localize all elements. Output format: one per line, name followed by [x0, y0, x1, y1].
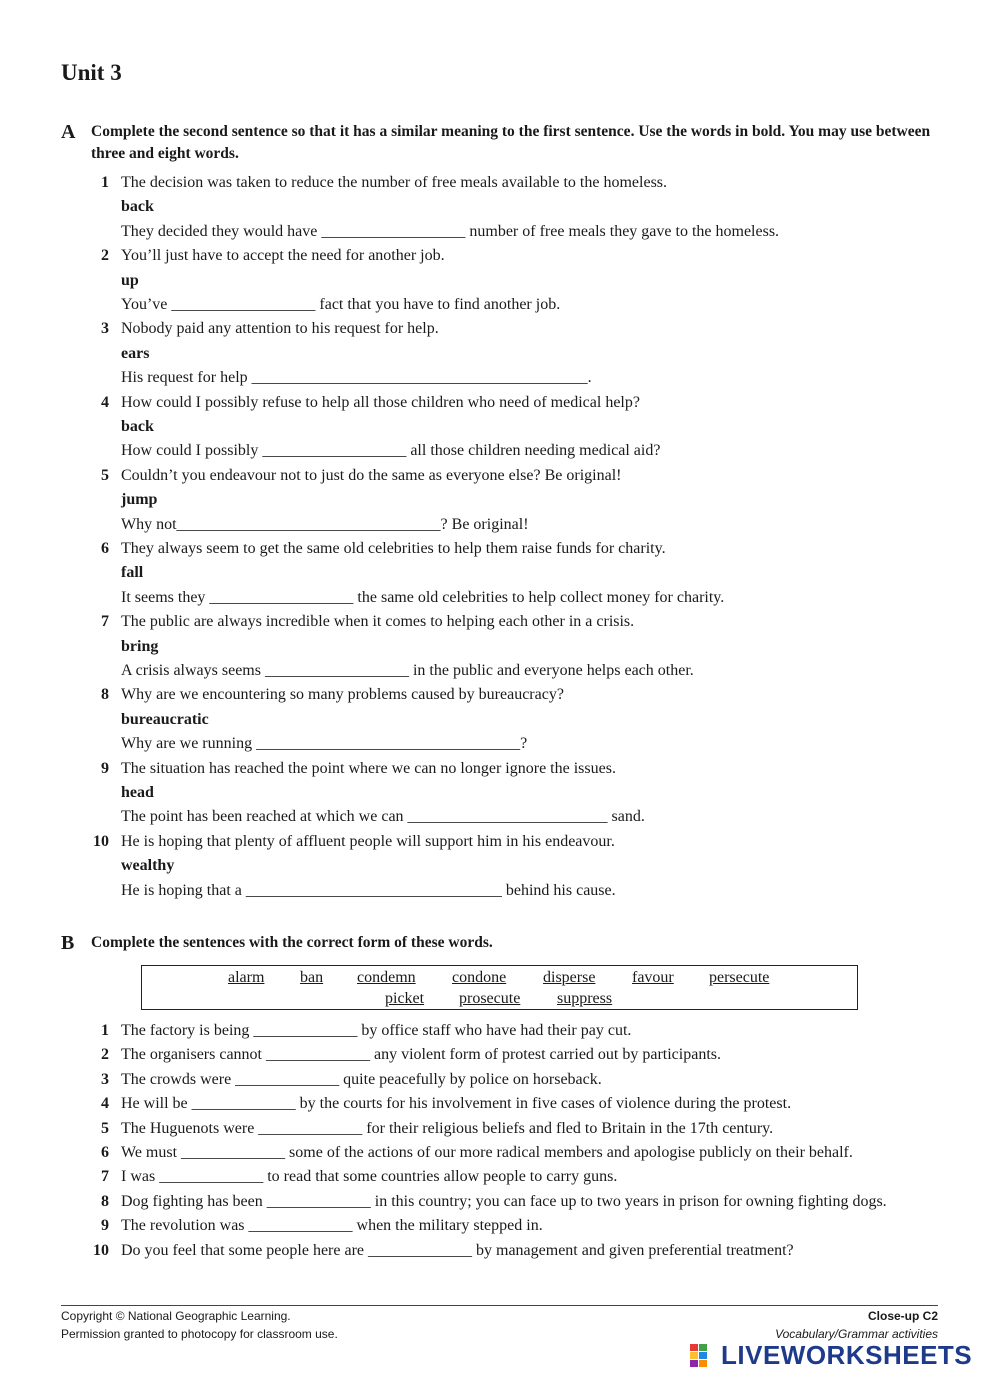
word-box-item: suppress	[557, 990, 613, 1007]
item-number: 6	[101, 1144, 109, 1161]
rewrite-sentence: Why are we running _________________________________?	[121, 735, 528, 753]
word-box-item: condemn	[357, 969, 416, 986]
item-number: 5	[101, 1119, 109, 1137]
gap-fill-sentence: The Huguenots were _____________ for their religious beliefs and fled to Britain in the 17th century.	[121, 1119, 774, 1137]
word-box-item: condone	[452, 969, 507, 986]
item-number: 7	[101, 1168, 109, 1186]
gap-fill-sentence: He will be _____________ by the courts for his involvement in five cases of violence during the protest.	[121, 1095, 792, 1113]
rewrite-sentence: The point has been reached at which we can _________________________ sand.	[121, 808, 645, 826]
original-sentence: The public are always incredible when it comes to helping each other in a crisis.	[121, 613, 635, 631]
word-box-item: disperse	[543, 969, 596, 986]
item-number: 8	[101, 686, 109, 704]
rewrite-sentence: He is hoping that a ________________________________ behind his cause.	[121, 881, 616, 899]
keyword: fall	[121, 564, 144, 582]
footer-copyright: Copyright © National Geographic Learning.	[61, 1309, 291, 1323]
section-a-instructions: Complete the second sentence so that it has a similar meaning to the first sentence. Use the words in bold. You may use between three and eight words.	[91, 123, 931, 162]
word-box-item: alarm	[228, 969, 265, 986]
liveworksheets-logo-icon	[690, 1344, 718, 1368]
rewrite-sentence: A crisis always seems __________________ in the public and everyone helps each other.	[121, 662, 694, 679]
item-number: 2	[101, 247, 109, 265]
item-number: 1	[101, 174, 109, 191]
gap-fill-sentence: I was _____________ to read that some countries allow people to carry guns.	[121, 1168, 618, 1186]
item-number: 3	[101, 1070, 109, 1088]
footer-permission: Permission granted to photocopy for classroom use.	[61, 1327, 338, 1341]
item-number: 10	[93, 1241, 109, 1259]
rewrite-sentence: His request for help __________________________________________.	[121, 369, 592, 387]
original-sentence: Nobody paid any attention to his request for help.	[121, 320, 439, 338]
rewrite-sentence: You’ve __________________ fact that you have to find another job.	[121, 296, 561, 313]
item-number: 9	[101, 759, 109, 777]
word-box-item: ban	[300, 969, 324, 986]
rewrite-sentence: They decided they would have __________________ number of free meals they gave to the homeless.	[121, 222, 780, 240]
word-box-item: persecute	[709, 969, 770, 986]
keyword: bring	[121, 637, 159, 655]
original-sentence: The decision was taken to reduce the number of free meals available to the homeless.	[121, 174, 668, 191]
footer-book-title: Close-up C2	[867, 1309, 938, 1323]
gap-fill-sentence: Do you feel that some people here are _____________ by management and given preferential treatment?	[121, 1241, 794, 1259]
item-number: 9	[101, 1217, 109, 1235]
section-b-instructions: Complete the sentences with the correct form of these words.	[91, 934, 493, 951]
word-box-item: picket	[385, 990, 425, 1007]
original-sentence: Why are we encountering so many problems caused by bureaucracy?	[121, 686, 564, 704]
item-number: 4	[101, 393, 109, 411]
item-number: 5	[101, 466, 109, 484]
footer-subtitle: Vocabulary/Grammar activities	[775, 1327, 938, 1341]
gap-fill-sentence: The crowds were _____________ quite peacefully by police on horseback.	[121, 1070, 602, 1088]
original-sentence: The situation has reached the point where we can no longer ignore the issues.	[121, 759, 616, 777]
original-sentence: How could I possibly refuse to help all those children who need of medical help?	[121, 393, 640, 411]
gap-fill-sentence: The factory is being _____________ by office staff who have had their pay cut.	[121, 1022, 632, 1039]
gap-fill-sentence: Dog fighting has been _____________ in this country; you can face up to two years in prison for owning fighting dogs.	[121, 1192, 887, 1210]
original-sentence: Couldn’t you endeavour not to just do the same as everyone else? Be original!	[121, 466, 622, 484]
item-number: 10	[93, 832, 109, 850]
gap-fill-sentence: We must _____________ some of the actions of our more radical members and apologise publicly on their behalf.	[121, 1144, 853, 1161]
page-title: Unit 3	[61, 60, 122, 85]
item-number: 2	[101, 1046, 109, 1064]
item-number: 8	[101, 1192, 109, 1210]
keyword: head	[121, 784, 154, 801]
keyword: back	[121, 198, 154, 216]
word-box	[141, 965, 858, 1010]
keyword: ears	[121, 344, 150, 362]
section-a-letter: A	[61, 121, 76, 143]
keyword: jump	[121, 491, 158, 509]
keyword: back	[121, 418, 154, 435]
item-number: 7	[101, 613, 109, 631]
original-sentence: He is hoping that plenty of affluent people will support him in his endeavour.	[121, 832, 615, 850]
footer-divider	[61, 1305, 938, 1306]
keyword: bureaucratic	[121, 710, 209, 728]
gap-fill-sentence: The revolution was _____________ when the military stepped in.	[121, 1217, 543, 1235]
rewrite-sentence: It seems they __________________ the same old celebrities to help collect money for charity.	[121, 588, 725, 606]
original-sentence: You’ll just have to accept the need for another job.	[121, 247, 445, 265]
item-number: 3	[101, 320, 109, 338]
word-box-item: prosecute	[459, 990, 521, 1007]
gap-fill-sentence: The organisers cannot _____________ any violent form of protest carried out by participants.	[121, 1046, 721, 1064]
liveworksheets-brand: LIVEWORKSHEETS	[721, 1340, 973, 1370]
item-number: 4	[101, 1095, 109, 1113]
word-box-item: favour	[632, 969, 674, 986]
item-number: 6	[101, 540, 109, 557]
section-b-letter: B	[61, 932, 75, 954]
item-number: 1	[101, 1022, 109, 1039]
keyword: wealthy	[121, 857, 175, 875]
original-sentence: They always seem to get the same old celebrities to help them raise funds for charity.	[121, 540, 666, 557]
rewrite-sentence: Why not_________________________________? Be original!	[121, 515, 529, 533]
keyword: up	[121, 271, 139, 289]
rewrite-sentence: How could I possibly __________________ all those children needing medical aid?	[121, 442, 661, 460]
